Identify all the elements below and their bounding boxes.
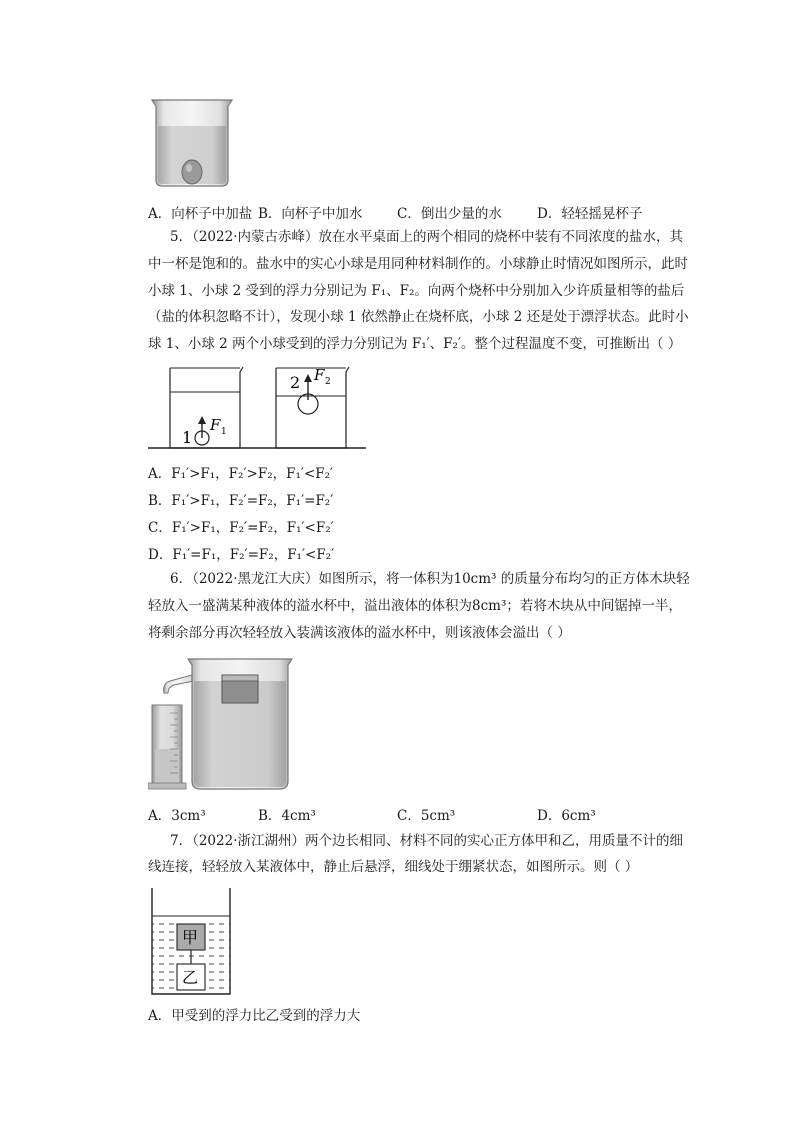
q5-ball-1-label: 1 [182, 428, 193, 447]
q7-block-yi-label: 乙 [182, 968, 199, 987]
q5-stem-line-5: 球 1、小球 2 两个小球受到的浮力分别记为 F₁′、F₂′。整个过程温度不变，可推断出（ ） [148, 336, 682, 352]
q7-stem-line-1: 7．（2022·浙江湖州）两个边长相同、材料不同的实心正方体甲和乙，用质量不计的细 [170, 833, 683, 849]
q4-option-d[interactable]: D．轻轻摇晃杯子 [537, 206, 643, 222]
q6-stem-line-3: 将剩余部分再次轻轻放入装满该液体的溢水杯中，则该液体会溢出（ ） [148, 625, 571, 641]
q7-stem-line-2: 线连接，轻轻放入某液体中，静止后悬浮，细线处于绷紧状态，如图所示。则（ ） [148, 859, 639, 875]
q4-option-c[interactable]: C．倒出少量的水 [397, 206, 502, 222]
q5-force-2-label: F [314, 366, 325, 384]
q6-stem-line-2: 轻放入一盛满某种液体的溢水杯中，溢出液体的体积为8cm³；若将木块从中间锯掉一半， [148, 598, 682, 614]
q4-option-a[interactable]: A．向杯子中加盐 [148, 206, 253, 222]
q6-option-a[interactable]: A．3cm³ [148, 808, 206, 824]
q5-option-b[interactable]: B．F₁′>F₁，F₂′=F₂，F₁′=F₂′ [148, 493, 334, 509]
q6-stem-line-1: 6．（2022·黑龙江大庆）如图所示，将一体积为10cm³ 的质量分布均匀的正方体木块轻 [170, 571, 690, 587]
q7-option-a[interactable]: A．甲受到的浮力比乙受到的浮力大 [148, 1008, 361, 1024]
q7-block-jia-label: 甲 [182, 928, 199, 947]
q4-option-b[interactable]: B．向杯子中加水 [258, 206, 363, 222]
q5-option-d[interactable]: D．F₁′=F₁，F₂′=F₂，F₁′<F₂′ [148, 547, 335, 563]
q6-option-d[interactable]: D．6cm³ [537, 808, 596, 824]
q5-stem-line-3: 小球 1、小球 2 受到的浮力分别记为 F₁、F₂。向两个烧杯中分别加入少许质量相等的盐后 [148, 283, 685, 299]
q5-force-1-label: F [210, 416, 221, 434]
q5-two-beakers-figure [148, 364, 368, 454]
q7-suspended-blocks-figure [148, 888, 238, 998]
q5-stem-line-4: （盐的体积忽略不计），发现小球 1 依然静止在烧杯底，小球 2 还是处于漂浮状态。此时小 [148, 309, 689, 325]
q5-stem-line-1: 5．（2022·内蒙古赤峰）放在水平桌面上的两个相同的烧杯中装有不同浓度的盐水，其 [170, 229, 683, 245]
q5-option-a[interactable]: A．F₁′>F₁，F₂′>F₂，F₁′<F₂′ [148, 466, 334, 482]
q5-force-2-subscript: 2 [325, 377, 331, 387]
q6-option-b[interactable]: B．4cm³ [258, 808, 316, 824]
q4-beaker-figure [148, 96, 236, 188]
q5-ball-2-label: 2 [290, 373, 301, 392]
q6-option-c[interactable]: C．5cm³ [397, 808, 456, 824]
q5-option-c[interactable]: C．F₁′>F₁，F₂′=F₂，F₁′<F₂′ [148, 520, 334, 536]
q5-stem-line-2: 中一杯是饱和的。盐水中的实心小球是用同种材料制作的。小球静止时情况如图所示，此时 [148, 256, 688, 272]
q6-overflow-cup-figure [148, 653, 298, 791]
q5-force-1-subscript: 1 [221, 427, 227, 437]
